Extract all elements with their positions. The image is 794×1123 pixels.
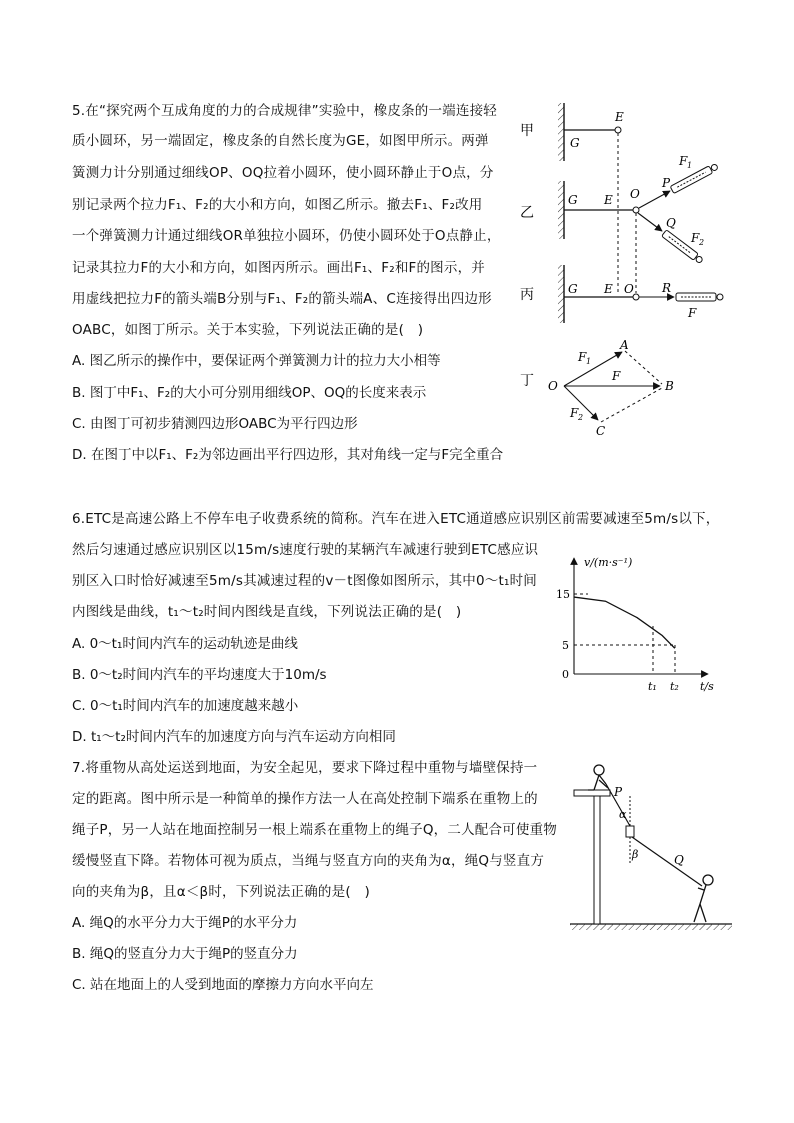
- q6-option-c[interactable]: C. 0～t₁时间内汽车的加速度越来越小: [72, 698, 299, 714]
- dashed-AB: [625, 351, 662, 384]
- q5-option-a[interactable]: A. 图乙所示的操作中，要保证两个弹簧测力计的拉力大小相等: [72, 353, 441, 369]
- q7-figure: [566, 752, 736, 934]
- label-O: O: [624, 282, 634, 296]
- q5-option-d[interactable]: D. 在图丁中以F₁、F₂为邻边画出平行四边形，其对角线一定与F完全重合: [72, 447, 504, 463]
- label-F2-sub: 2: [699, 238, 705, 247]
- x-tick-t2: t₂: [670, 680, 679, 693]
- label-A: A: [620, 338, 629, 352]
- spring-scale-F: [676, 293, 723, 301]
- label-F: F: [688, 306, 697, 320]
- string-OQ: [638, 213, 662, 231]
- label-F2: F: [691, 231, 700, 245]
- q5-option-b[interactable]: B. 图丁中F₁、F₂的大小可分别用细线OP、OQ的长度来表示: [72, 385, 427, 401]
- vt-curve-series: [574, 597, 675, 648]
- rope-Q: [632, 837, 702, 886]
- ring-bing: [633, 294, 639, 300]
- weight: [626, 826, 634, 837]
- q6-option-b[interactable]: B. 0～t₂时间内汽车的平均速度大于10m/s: [72, 667, 327, 683]
- q5-line: 用虚线把拉力F的箭头端B分别与F₁、F₂的箭头端A、C连接得出四边形: [72, 291, 492, 307]
- y-tick-15: 15: [556, 588, 570, 601]
- q7-option-b[interactable]: B. 绳Q的竖直分力大于绳P的竖直分力: [72, 946, 298, 962]
- q5-line: 5.在“探究两个互成角度的力的合成规律”实验中，橡皮条的一端连接轻: [72, 103, 497, 119]
- q7-line: 定的距离。图中所示是一种简单的操作方法一人在高处控制下端系在重物上的: [72, 791, 538, 807]
- q7-option-c[interactable]: C. 站在地面上的人受到地面的摩擦力方向水平向左: [72, 977, 374, 993]
- ring-jia: [615, 127, 621, 133]
- label-F1: F: [679, 154, 688, 168]
- label-C: C: [596, 424, 606, 438]
- label-F1: F: [578, 350, 587, 364]
- label-ding: 丁: [520, 373, 534, 389]
- label-yi: 乙: [520, 205, 534, 221]
- q6-line: 内图线是曲线，t₁～t₂时间内图线是直线，下列说法正确的是( ): [72, 604, 462, 620]
- wall-post: [594, 796, 600, 924]
- label-jia: 甲: [520, 123, 534, 139]
- spring-scale-F1: [670, 163, 719, 194]
- q7-line: 绳子P，另一人站在地面控制另一根上端系在重物上的绳子Q，二人配合可使重物: [72, 822, 557, 838]
- label-O: O: [630, 187, 640, 201]
- label-beta: β: [632, 848, 639, 861]
- label-P: P: [662, 176, 671, 190]
- label-Q: Q: [674, 853, 684, 867]
- q5-option-c[interactable]: C. 由图丁可初步猜测四边形OABC为平行四边形: [72, 416, 358, 432]
- label-E: E: [604, 282, 613, 296]
- q7-line: 7.将重物从高处运送到地面，为安全起见，要求下降过程中重物与墙壁保持一: [72, 760, 538, 776]
- q6-line: 别区入口时恰好减速至5m/s其减速过程的v－t图像如图所示，其中0～t₁时间: [72, 573, 537, 589]
- q5-line: OABC，如图丁所示。关于本实验，下列说法正确的是( ): [72, 322, 424, 338]
- wall-jia: [558, 103, 564, 161]
- label-F1-sub: 1: [586, 357, 592, 366]
- label-G: G: [568, 282, 578, 296]
- label-bing: 丙: [520, 287, 534, 303]
- q5-figure: [512, 95, 727, 445]
- force-diagram-ding: [548, 338, 674, 438]
- q6-line: 6.ETC是高速公路上不停车电子收费系统的简称。汽车在进入ETC通道感应识别区前需要减速至5m/s以下，: [72, 511, 720, 527]
- q5-line: 簧测力计分别通过细线OP、OQ拉着小圆环，使小圆环静止于O点，分: [72, 165, 494, 181]
- ring-yi: [633, 207, 639, 213]
- y-tick-5: 5: [562, 639, 569, 652]
- label-E: E: [615, 110, 624, 124]
- vt-chart: [540, 548, 730, 698]
- y-axis-label: v/(m·s⁻¹): [584, 556, 633, 569]
- label-F1-sub: 1: [687, 161, 693, 170]
- label-G: G: [570, 136, 580, 150]
- q5-line: 一个弹簧测力计通过细线OR单独拉小圆环，仍使小圆环处于O点静止，: [72, 228, 501, 244]
- string-OP: [639, 191, 670, 208]
- label-O: O: [548, 379, 558, 393]
- q7-line: 向的夹角为β，且α＜β时，下列说法正确的是( ): [72, 884, 370, 900]
- x-tick-t1: t₁: [648, 680, 657, 693]
- q5-line: 记录其拉力F的大小和方向，如图丙所示。画出F₁、F₂和F的图示，并: [72, 260, 485, 276]
- x-axis-label: t/s: [700, 680, 714, 693]
- label-G: G: [568, 193, 578, 207]
- y-tick-0: 0: [562, 668, 569, 681]
- platform: [574, 790, 610, 796]
- q6-option-d[interactable]: D. t₁～t₂时间内汽车的加速度方向与汽车运动方向相同: [72, 729, 396, 745]
- label-R: R: [662, 281, 672, 295]
- label-F: F: [612, 369, 621, 383]
- q5-line: 质小圆环，另一端固定，橡皮条的自然长度为GE，如图甲所示。两弹: [72, 133, 489, 149]
- label-B: B: [665, 379, 674, 393]
- q7-option-a[interactable]: A. 绳Q的水平分力大于绳P的水平分力: [72, 915, 298, 931]
- label-P: P: [614, 785, 623, 799]
- label-Q: Q: [666, 216, 676, 230]
- label-E: E: [604, 193, 613, 207]
- wall-bing: [558, 265, 564, 323]
- q5-line: 别记录两个拉力F₁、F₂的大小和方向，如图乙所示。撤去F₁、F₂改用: [72, 197, 483, 213]
- q6-line: 然后匀速通过感应识别区以15m/s速度行驶的某辆汽车减速行驶到ETC感应识: [72, 542, 539, 558]
- ground: [570, 924, 732, 930]
- label-alpha: α: [619, 808, 627, 821]
- person-top-icon: [588, 765, 608, 790]
- dashed-CB: [601, 388, 662, 422]
- q7-line: 缓慢竖直下降。若物体可视为质点，当绳与竖直方向的夹角为α，绳Q与竖直方: [72, 853, 545, 869]
- label-F2-sub: 2: [578, 413, 584, 422]
- wall-yi: [558, 181, 564, 239]
- q6-option-a[interactable]: A. 0～t₁时间内汽车的运动轨迹是曲线: [72, 636, 298, 652]
- label-F2: F: [570, 406, 579, 420]
